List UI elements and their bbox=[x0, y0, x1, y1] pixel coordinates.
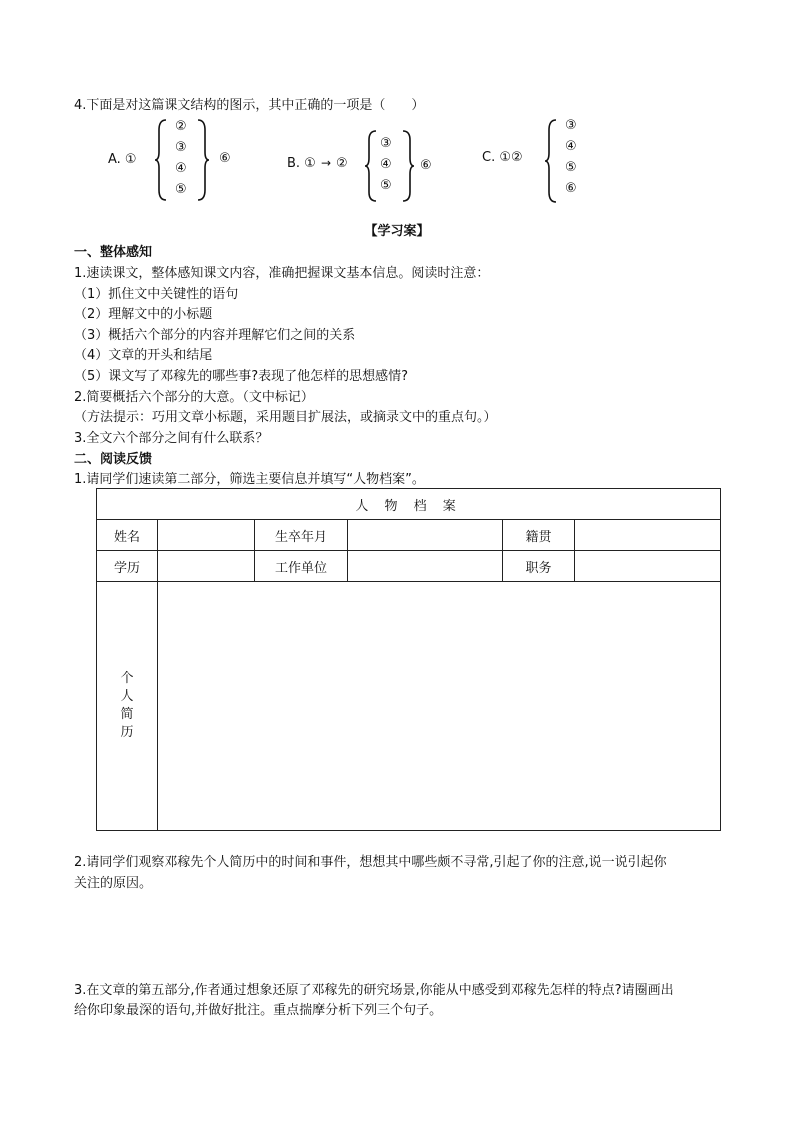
option-c-left-brace bbox=[544, 118, 558, 204]
part2-heading: 二、阅读反馈 bbox=[74, 452, 153, 467]
option-b-right-brace bbox=[401, 129, 415, 203]
option-b-item: ⑤ bbox=[380, 178, 392, 193]
q4-question: 4.下面是对这篇课文结构的图示，其中正确的一项是（ ） bbox=[74, 98, 425, 113]
option-a-after: ⑥ bbox=[219, 151, 231, 166]
part1-q2-hint: （方法提示：巧用文章小标题，采用题目扩展法，或摘录文中的重点句。） bbox=[74, 410, 497, 425]
part1-item: （1）抓住文中关键性的语句 bbox=[74, 287, 239, 302]
field-education[interactable] bbox=[158, 551, 255, 582]
option-c-item: ④ bbox=[565, 139, 577, 154]
part2-q1: 1.请同学们速读第二部分，筛选主要信息并填写“人物档案”。 bbox=[74, 472, 425, 487]
section-title: 【学习案】 bbox=[364, 224, 430, 239]
label-birth-death: 生卒年月 bbox=[255, 520, 348, 551]
label-position: 职务 bbox=[503, 551, 575, 582]
part2-q3-line1: 3.在文章的第五部分,作者通过想象还原了邓稼先的研究场景,你能从中感受到邓稼先怎样的特点?请圈画出 bbox=[74, 983, 674, 998]
option-b-item: ④ bbox=[380, 157, 392, 172]
field-native-place[interactable] bbox=[575, 520, 721, 551]
option-b-left-brace bbox=[364, 129, 378, 203]
part1-q1: 1.速读课文，整体感知课文内容，准确把握课文基本信息。阅读时注意： bbox=[74, 266, 490, 281]
part1-q3: 3.全文六个部分之间有什么联系？ bbox=[74, 431, 269, 446]
table-row bbox=[97, 551, 721, 582]
label-resume: 个人简历 bbox=[120, 671, 134, 740]
field-position[interactable] bbox=[575, 551, 721, 582]
option-a-item: ② bbox=[175, 119, 187, 134]
part2-q3-line2: 给你印象最深的语句,并做好批注。重点揣摩分析下列三个句子。 bbox=[74, 1003, 443, 1018]
label-education: 学历 bbox=[97, 551, 158, 582]
table-row bbox=[97, 520, 721, 551]
option-a-item: ③ bbox=[175, 140, 187, 155]
option-a-item: ④ bbox=[175, 161, 187, 176]
option-a-left-brace bbox=[154, 118, 168, 202]
part2-q2-line2: 关注的原因。 bbox=[74, 876, 153, 891]
table-title: 人 物 档 案 bbox=[97, 489, 721, 520]
part1-item: （3）概括六个部分的内容并理解它们之间的关系 bbox=[74, 328, 356, 343]
label-workplace: 工作单位 bbox=[255, 551, 348, 582]
part1-q2: 2.简要概括六个部分的大意。（文中标记） bbox=[74, 390, 314, 405]
field-name[interactable] bbox=[158, 520, 255, 551]
option-a-right-brace bbox=[196, 118, 210, 202]
option-b-item: ③ bbox=[380, 136, 392, 151]
option-b-mid: ② bbox=[336, 156, 348, 171]
option-b-after: ⑥ bbox=[420, 158, 432, 173]
field-workplace[interactable] bbox=[348, 551, 503, 582]
field-resume[interactable] bbox=[158, 582, 721, 831]
part2-q2-line1: 2.请同学们观察邓稼先个人简历中的时间和事件，想想其中哪些颇不寻常,引起了你的注意,说一说引起你 bbox=[74, 855, 667, 870]
option-c-item: ⑥ bbox=[565, 181, 577, 196]
table-row bbox=[97, 582, 721, 831]
part1-item: （4）文章的开头和结尾 bbox=[74, 348, 213, 363]
label-resume-cell bbox=[97, 582, 158, 831]
option-b-arrow: → bbox=[321, 156, 332, 170]
option-a-item: ⑤ bbox=[175, 182, 187, 197]
field-birth-death[interactable] bbox=[348, 520, 503, 551]
option-c-item: ⑤ bbox=[565, 160, 577, 175]
option-c-label: C. ①② bbox=[482, 150, 523, 165]
part1-item: （5）课文写了邓稼先的哪些事?表现了他怎样的思想感情? bbox=[74, 369, 409, 384]
character-archive-table bbox=[96, 488, 721, 831]
option-b-label: B. ① bbox=[287, 156, 316, 171]
part1-item: （2）理解文中的小标题 bbox=[74, 307, 213, 322]
label-name: 姓名 bbox=[97, 520, 158, 551]
part1-heading: 一、整体感知 bbox=[74, 245, 153, 260]
option-c-item: ③ bbox=[565, 118, 577, 133]
label-native-place: 籍贯 bbox=[503, 520, 575, 551]
option-a-label: A. ① bbox=[108, 152, 137, 167]
